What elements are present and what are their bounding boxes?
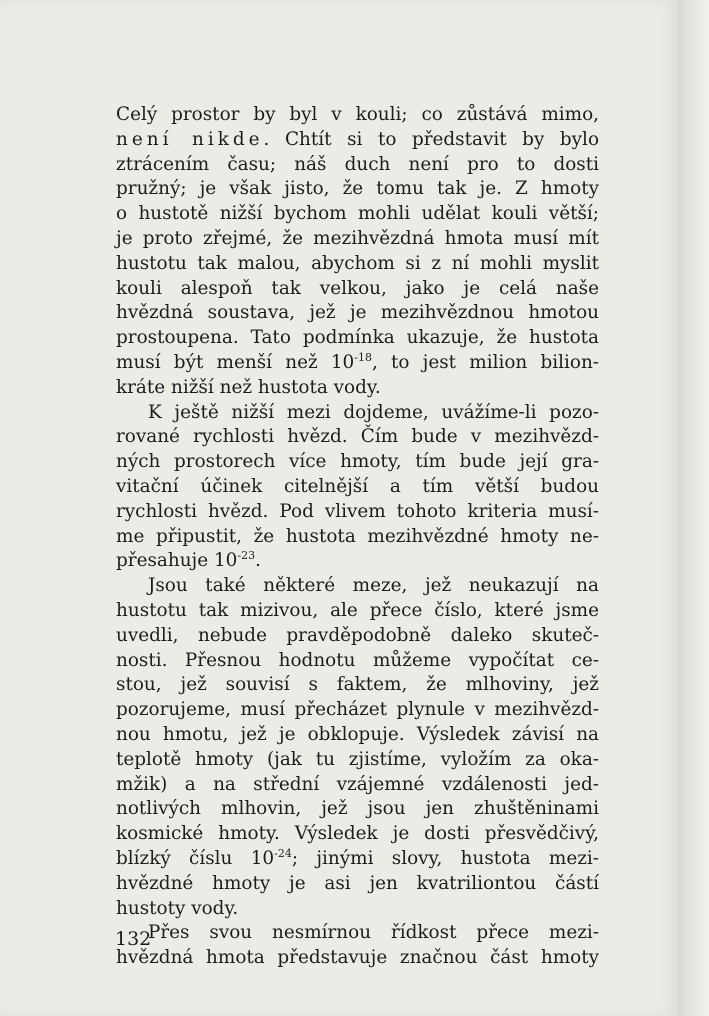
paragraph-1-end — [116, 376, 599, 401]
text-span: hustotu tak mizivou, ale přece číslo, které jsme — [116, 599, 599, 621]
text-span: kráte nižší než hustota vody. — [116, 376, 381, 398]
text-span: blízký číslu 10 — [116, 847, 275, 869]
text-line — [116, 574, 599, 599]
text-span: me připustit, že hustota mezihvězdné hmoty ne- — [116, 525, 599, 547]
text-span: o hustotě nižší bychom mohli udělat kouli větší; — [116, 203, 599, 225]
text-line — [116, 549, 599, 574]
text-span: . Chtít si to představit by bylo — [263, 128, 600, 150]
text-span: . — [255, 550, 261, 572]
text-span: , to jest milion bilion- — [371, 351, 599, 373]
text-span: vitační účinek citelnější a tím větší budou — [116, 475, 599, 497]
text-line — [116, 202, 599, 227]
paragraph-2 — [116, 401, 599, 550]
text-span: pozorujeme, musí přecházet plynule v mezihvězd- — [116, 699, 599, 721]
text-line — [116, 128, 599, 153]
text-line — [116, 252, 599, 277]
text-line — [116, 475, 599, 500]
paragraph-4 — [116, 921, 599, 971]
text-line — [116, 748, 599, 773]
text-line — [116, 227, 599, 252]
text-span: uvedli, nebude pravděpodobně daleko skuteč- — [116, 624, 599, 646]
text-line — [116, 425, 599, 450]
text-line — [116, 822, 599, 847]
text-line — [116, 376, 599, 401]
text-line — [116, 673, 599, 698]
text-span: Jsou také některé meze, jež neukazují na — [148, 575, 599, 597]
paragraph-2-end — [116, 549, 599, 574]
text-span: nou hmotu, jež je obklopuje. Výsledek závisí na — [116, 723, 599, 745]
text-span: Celý prostor by byl v kouli; co zůstává mimo, — [116, 104, 599, 125]
text-line — [116, 723, 599, 748]
text-span: ; jinými slovy, hustota mezi- — [291, 847, 599, 869]
text-line — [116, 500, 599, 525]
exponent: -24 — [274, 846, 292, 860]
text-span: teplotě hmoty (jak tu zjistíme, vyložím za oka- — [116, 748, 599, 770]
text-span: notlivých mlhovin, jež jsou jen zhuštěninami — [116, 798, 599, 820]
text-span: hustotu tak malou, abychom si z ní mohli myslit — [116, 252, 599, 274]
exponent: -23 — [237, 549, 256, 563]
text-line — [116, 847, 599, 872]
text-line — [116, 921, 599, 946]
text-span: rychlosti hvězd. Pod vlivem tohoto kriteria musí- — [116, 500, 599, 522]
text-line — [116, 450, 599, 475]
text-line — [116, 525, 599, 550]
text-line — [116, 599, 599, 624]
text-span: hustoty vody. — [116, 897, 239, 919]
text-span: mžik) a na střední vzájemné vzdálenosti jed- — [116, 773, 599, 795]
text-line — [116, 698, 599, 723]
text-span: Přes svou nesmírnou řídkost přece mezi- — [148, 922, 599, 944]
text-line — [116, 153, 599, 178]
text-line — [116, 872, 599, 897]
text-span: K ještě nižší mezi dojdeme, uvážíme-li pozo- — [148, 401, 599, 423]
text-line — [116, 624, 599, 649]
text-line — [116, 177, 599, 202]
text-line — [116, 401, 599, 426]
body-text — [116, 103, 599, 971]
text-span: hvězdná hmota představuje značnou část hmoty — [116, 947, 599, 969]
text-span: nosti. Přesnou hodnotu můžeme vypočítat ce- — [116, 649, 599, 671]
text-line — [116, 797, 599, 822]
text-span: musí být menší než 10 — [116, 351, 355, 373]
page-number: 132 — [115, 928, 152, 950]
text-span: hvězdné hmoty je asi jen kvatriliontou částí — [116, 872, 599, 894]
text-span: stou, jež souvisí s faktem, že mlhoviny, jež — [116, 674, 599, 696]
text-line — [116, 773, 599, 798]
text-span: kosmické hmoty. Výsledek je dosti přesvědčivý, — [116, 823, 599, 845]
paragraph-3-end — [116, 897, 599, 922]
exponent: -18 — [354, 350, 372, 364]
page-edge — [678, 0, 709, 1016]
paragraph-3 — [116, 574, 599, 896]
text-line — [116, 649, 599, 674]
text-span: rované rychlosti hvězd. Čím bude v mezihvězd- — [116, 426, 599, 448]
text-span: hvězdná soustava, jež je mezihvězdnou hmotou — [116, 302, 599, 324]
text-line — [116, 897, 599, 922]
text-line — [116, 103, 599, 128]
text-span: pružný; je však jisto, že tomu tak je. Z hmoty — [116, 178, 599, 200]
text-span: kouli alespoň tak velkou, jako je celá naše — [116, 277, 599, 299]
text-line — [116, 301, 599, 326]
text-span: je proto zřejmé, že mezihvězdná hmota musí mít — [116, 227, 599, 249]
text-span: ztrácením času; náš duch není pro to dosti — [116, 153, 599, 175]
text-span: prostoupena. Tato podmínka ukazuje, že hustota — [116, 327, 599, 349]
text-span: ných prostorech více hmoty, tím bude její gra- — [116, 451, 599, 473]
emphasized-text: není nikde — [116, 128, 264, 150]
text-line — [116, 277, 599, 302]
text-line — [116, 326, 599, 351]
text-line — [116, 351, 599, 376]
text-span: přesahuje 10 — [116, 550, 238, 572]
paragraph-1 — [116, 103, 599, 376]
text-line — [116, 946, 599, 971]
